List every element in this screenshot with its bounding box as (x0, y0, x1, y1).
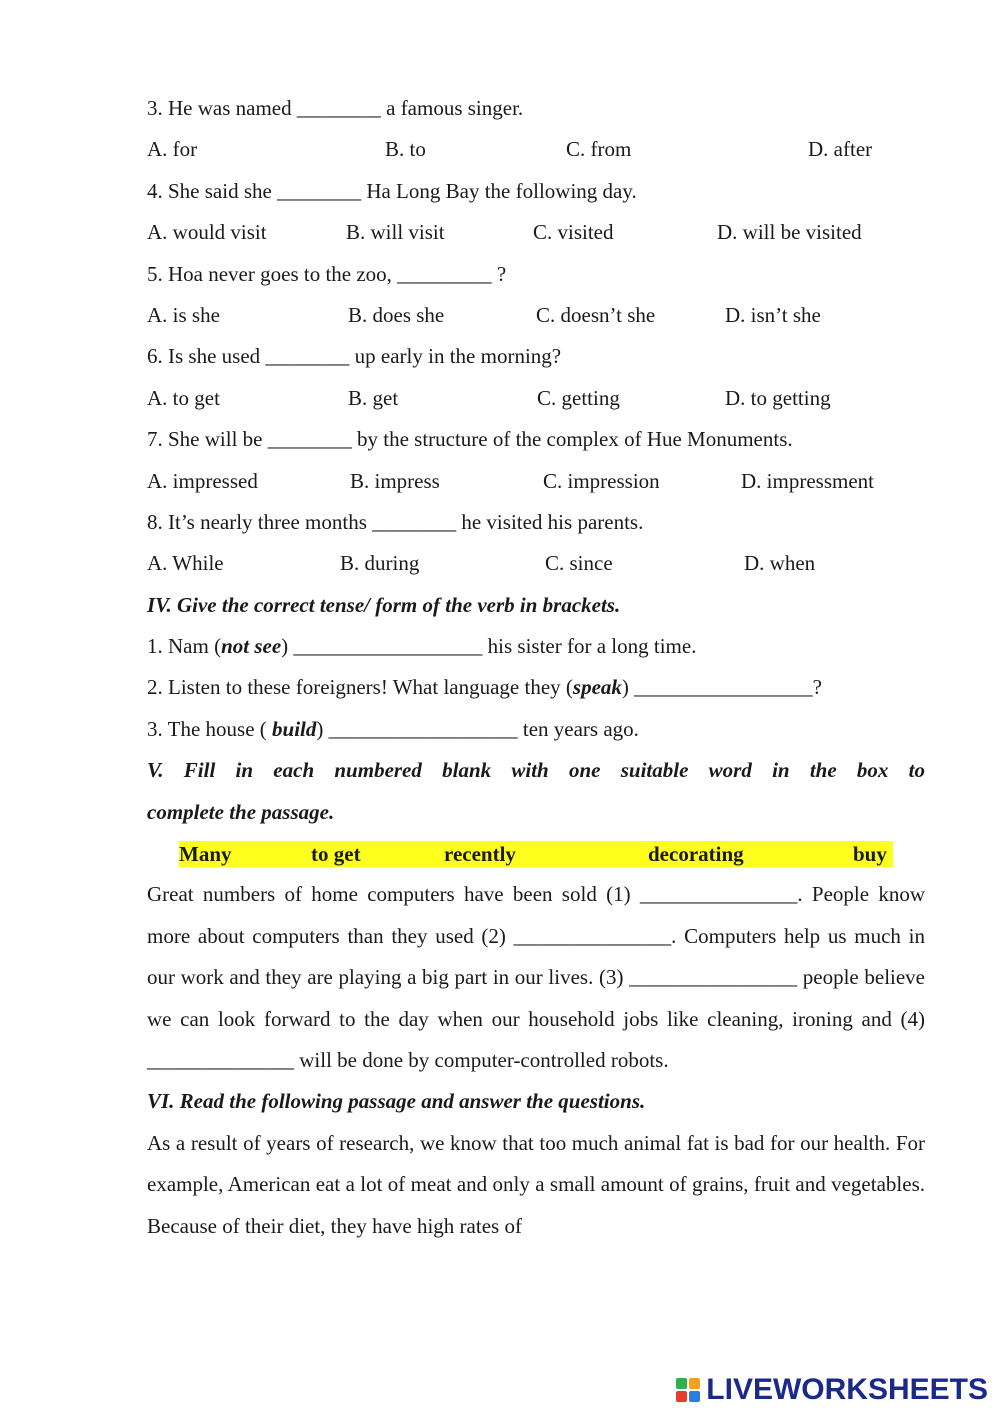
question-8-stem: 8. It’s nearly three months ________ he visited his parents. (147, 509, 644, 534)
q7-option-d[interactable]: D. impressment (741, 468, 874, 493)
word-box-item[interactable]: recently (444, 842, 516, 867)
section-6-heading: VI. Read the following passage and answer the questions. (147, 1089, 646, 1114)
q7-option-a[interactable]: A. impressed (147, 468, 258, 493)
question-4-options (147, 212, 925, 253)
q7-option-c[interactable]: C. impression (543, 468, 660, 493)
item-3-after: ) __________________ ten years ago. (316, 716, 639, 741)
q8-option-b[interactable]: B. during (340, 551, 420, 576)
question-5-options (147, 295, 925, 336)
logo-square (676, 1378, 687, 1389)
item-2-after: ) _________________? (621, 675, 822, 700)
q6-option-b[interactable]: B. get (348, 385, 399, 410)
section-5-heading-line-1: V. Fill in each numbered blank with one suitable word in the box to (147, 758, 925, 783)
worksheet-page (147, 88, 925, 1247)
logo-text: LIVEWORKSHEETS (706, 1373, 988, 1406)
q4-option-c[interactable]: C. visited (533, 220, 614, 245)
question-8-options (147, 543, 925, 584)
q4-option-b[interactable]: B. will visit (346, 220, 445, 245)
q7-option-b[interactable]: B. impress (350, 468, 440, 493)
word-box-item[interactable]: to get (311, 842, 361, 867)
question-3-options (147, 129, 925, 170)
question-6-options (147, 378, 925, 419)
item-2-verb: speak (572, 675, 622, 700)
logo-square (676, 1391, 687, 1402)
item-1-after: ) __________________ his sister for a long time. (281, 634, 697, 659)
section-4-item-1[interactable] (147, 626, 925, 667)
logo-mark-icon (676, 1378, 700, 1402)
q6-option-d[interactable]: D. to getting (725, 385, 831, 410)
item-2-before: 2. Listen to these foreigners! What language they ( (147, 675, 573, 700)
question-5-stem: 5. Hoa never goes to the zoo, _________ ? (147, 261, 507, 286)
word-box-row (147, 833, 925, 874)
word-box-item[interactable]: buy (853, 842, 887, 867)
question-7-stem: 7. She will be ________ by the structure of the complex of Hue Monuments. (147, 427, 793, 452)
question-3-stem: 3. He was named ________ a famous singer. (147, 96, 524, 120)
q3-option-d[interactable]: D. after (808, 137, 873, 162)
q5-option-a[interactable]: A. is she (147, 302, 220, 327)
word-box-item[interactable]: decorating (648, 842, 744, 867)
logo-square (689, 1378, 700, 1389)
word-box-item[interactable]: Many (179, 842, 232, 867)
section-5-passage: Great numbers of home computers have been sold (1) _______________. People know more about computers than they used (2) _______________. Computers help us much in our work and they are playing a big part in our lives. (3) ________________ people believe we can look forward to the day when our household jobs like cleaning, ironing and (4) ______________ will be done by computer-controlled robots. (147, 882, 925, 1073)
item-1-verb: not see (221, 634, 282, 659)
word-box (179, 841, 893, 867)
q4-option-d[interactable]: D. will be visited (717, 220, 862, 245)
q6-option-a[interactable]: A. to get (147, 385, 220, 410)
q8-option-c[interactable]: C. since (545, 551, 613, 576)
section-4-heading: IV. Give the correct tense/ form of the verb in brackets. (147, 592, 621, 617)
question-4-stem: 4. She said she ________ Ha Long Bay the following day. (147, 178, 637, 203)
q4-option-a[interactable]: A. would visit (147, 220, 267, 245)
section-4-item-3[interactable] (147, 709, 925, 750)
logo-square (689, 1391, 700, 1402)
q8-option-d[interactable]: D. when (744, 551, 816, 576)
q5-option-b[interactable]: B. does she (348, 302, 445, 327)
item-3-before: 3. The house ( (147, 716, 273, 741)
section-4-item-2[interactable] (147, 667, 925, 708)
question-6-stem: 6. Is she used ________ up early in the morning? (147, 344, 562, 369)
item-1-before: 1. Nam ( (147, 634, 222, 659)
q6-option-c[interactable]: C. getting (537, 385, 620, 410)
q3-option-c[interactable]: C. from (566, 137, 632, 162)
item-3-verb: build (272, 716, 317, 741)
q5-option-c[interactable]: C. doesn’t she (536, 302, 656, 327)
section-6-passage: As a result of years of research, we know that too much animal fat is bad for our health. For example, American eat a lot of meat and only a small amount of grains, fruit and vegetables. Because of their diet, they have high rates of (147, 1130, 925, 1238)
q8-option-a[interactable]: A. While (147, 551, 224, 576)
q3-option-a[interactable]: A. for (147, 137, 198, 162)
q3-option-b[interactable]: B. to (385, 137, 426, 162)
q5-option-d[interactable]: D. isn’t she (725, 302, 821, 327)
liveworksheets-logo (676, 1372, 988, 1408)
question-7-options (147, 461, 925, 502)
section-5-heading-line-2: complete the passage. (147, 799, 335, 824)
